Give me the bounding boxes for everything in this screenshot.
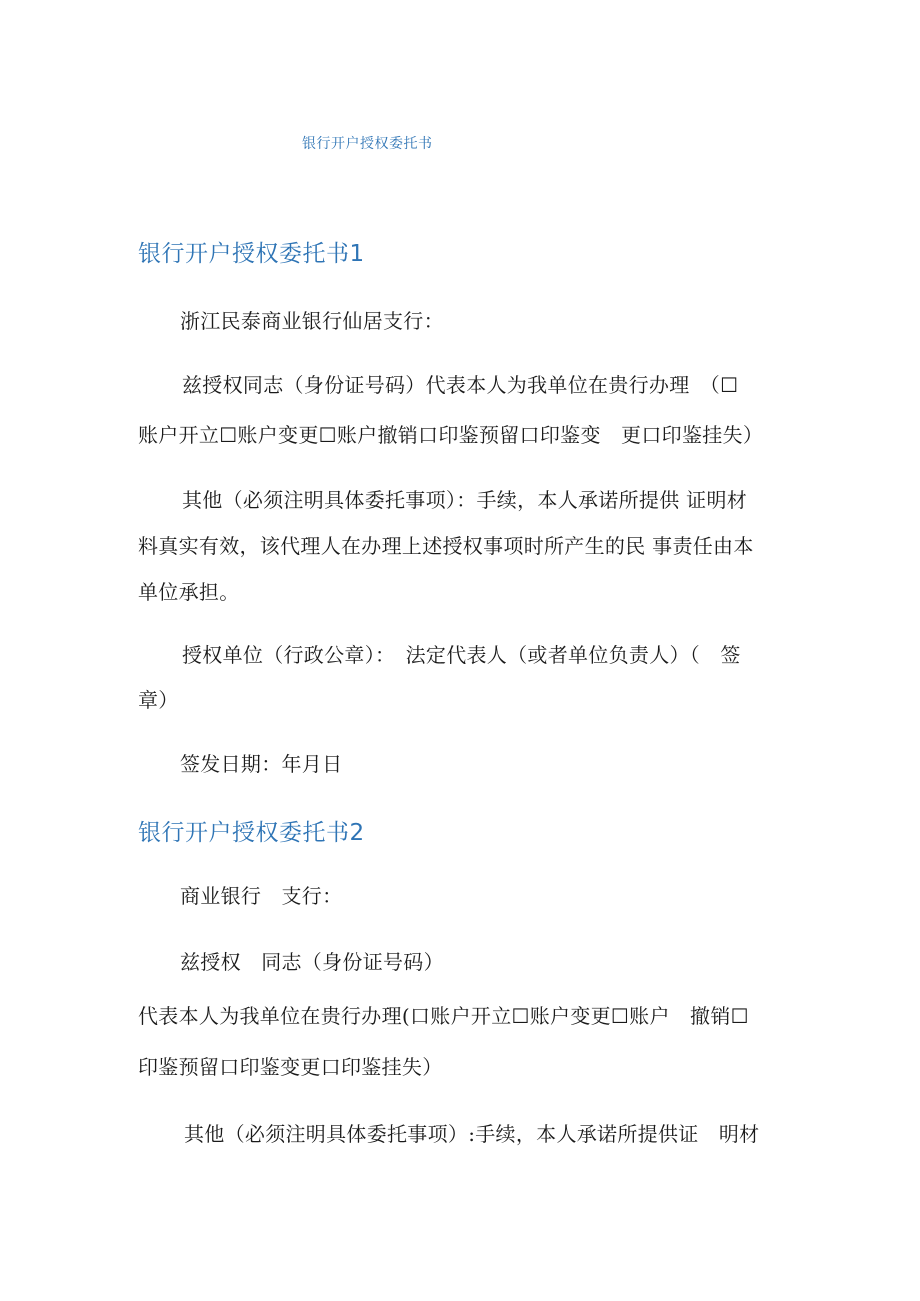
section-1-paragraph-2-line-1: 其他（必须注明具体委托事项）：手续，本人承诺所提供 证明材 (182, 488, 748, 512)
section-1-paragraph-3-line-2: 章） (138, 688, 179, 712)
section-2-paragraph-1-line-3: 印鉴预留口印鉴变更口印鉴挂失） (138, 1055, 443, 1079)
section-1-paragraph-3-line-1: 授权单位（行政公章）： 法定代表人（或者单位负责人）（ 签 (182, 643, 741, 667)
section-1-heading: 银行开户授权委托书1 (138, 241, 365, 267)
section-1-date-line: 签发日期：年月日 (180, 752, 343, 776)
section-1-paragraph-2-line-2: 料真实有效，该代理人在办理上述授权事项时所产生的民 事责任由本 (138, 534, 754, 558)
section-2-heading: 银行开户授权委托书2 (138, 820, 365, 846)
section-2-paragraph-1-line-2: 代表本人为我单位在贵行办理(口账户开立☐账户变更☐账户 撤销☐ (138, 1004, 749, 1028)
section-1-paragraph-1-line-1: 兹授权同志（身份证号码）代表本人为我单位在贵行办理 （☐ (182, 373, 739, 397)
section-2-paragraph-1-line-1: 兹授权 同志（身份证号码） (180, 950, 444, 974)
section-2-paragraph-2-line-1: 其他（必须注明具体委托事项）:手续，本人承诺所提供证 明材 (184, 1122, 760, 1146)
section-2-addressee: 商业银行 支行： (180, 884, 343, 908)
section-1-addressee: 浙江民泰商业银行仙居支行： (180, 309, 444, 333)
section-1-paragraph-2-line-3: 单位承担。 (138, 580, 240, 604)
section-1-paragraph-1-line-2: 账户开立☐账户变更☐账户撤销口印鉴预留口印鉴变 更口印鉴挂失） (138, 423, 764, 447)
document-title: 银行开户授权委托书 (302, 136, 433, 152)
